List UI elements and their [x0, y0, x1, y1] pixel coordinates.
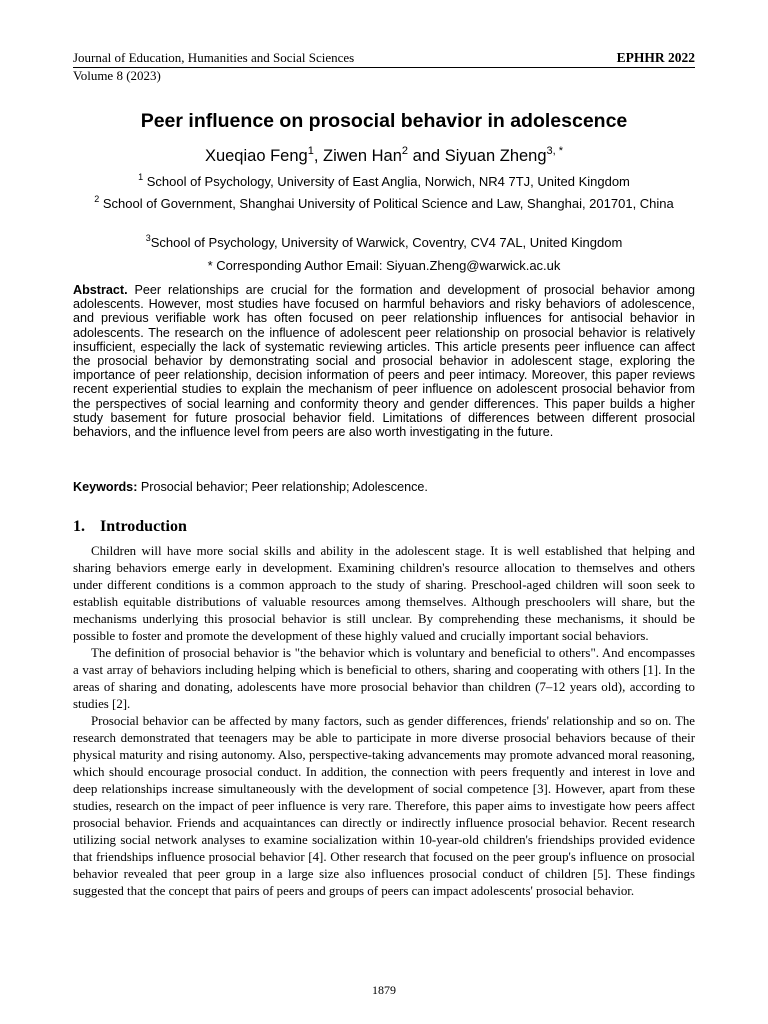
- author-affil-mark: 1: [307, 144, 314, 157]
- author-affil-mark: 3, *: [546, 144, 564, 157]
- paper-title: Peer influence on prosocial behavior in adolescence: [140, 110, 628, 132]
- affiliation-1: [73, 171, 695, 189]
- paragraph: The definition of prosocial behavior is "the behavior which is voluntary and beneficial to others". And encompasses a vast array of behaviors including helping which is beneficial to others, sharing and cooperating with others [1]. In the areas of sharing and donating, adolescents have more prosocial behavior than children (7–12 years old), according to studies [2].: [73, 646, 695, 711]
- paragraph: Children will have more social skills and ability in the adolescent stage. It is well established that helping and sharing behaviors emerge early in development. Examining children's resource allocation to themselves and others under different conditions is a common approach to the study of sharing. Preschool-aged children will soon seek to establish equitable distributions of valuable resources among themselves. Although preschoolers will share, but the mechanisms underlying this prosocial behavior is still unclear. By comprehending these mechanisms, it should be possible to foster and promote the development of these highly valued and crucially important social behaviors.: [73, 544, 695, 643]
- section-number: 1.: [73, 518, 85, 535]
- affiliation-3: [73, 232, 695, 250]
- affiliation-text: School of Psychology, University of East Anglia, Norwich, NR4 7TJ, United Kingdom: [143, 174, 630, 189]
- author-separator: ,: [313, 147, 323, 165]
- affiliation-mark: 3: [145, 232, 151, 243]
- section-heading: [73, 517, 187, 537]
- page-number: 1879: [372, 983, 396, 997]
- affiliation-2: [73, 193, 695, 211]
- running-header: [73, 50, 695, 84]
- keywords-text: Prosocial behavior; Peer relationship; Adolescence.: [137, 480, 428, 494]
- author-affil-mark: 2: [401, 144, 408, 157]
- paper-page: [73, 0, 695, 1024]
- abstract-text: Peer relationships are crucial for the formation and development of prosocial behavior among adolescents. However, most studies have focused on harmful behaviors and risky behaviors of adolescence, and previous verifiable work has often focused on peer relationship influences for antisocial behavior in adolescents. The research on the influence of adolescent peer relationship on prosocial behavior is relatively insufficient, especially the lack of systematic reviewing articles. This article presents peer influence can affect the prosocial behavior by demonstrating social and prosocial behavior in adolescent stage, exploring the importance of peer relationship, decision information of peers and peer intimacy. Moreover, this paper reviews recent experiential studies to explain the mechanism of peer influence on adolescent prosocial behavior from the perspectives of social learning and conformity theory and gender differences. This paper builds a higher study basement for future prosocial behavior field. Limitations of differences between different prosocial behaviors, and the influence level from peers are also worth investigating in the future.: [73, 283, 695, 440]
- author-name: Ziwen Han: [323, 147, 402, 165]
- header-row: [73, 50, 695, 68]
- affiliation-text: School of Government, Shanghai University of Political Science and Law, Shanghai, 201701, China: [99, 196, 674, 211]
- abstract: [73, 283, 695, 439]
- author-name: Xueqiao Feng: [204, 147, 308, 165]
- volume-label: Volume 8 (2023): [73, 68, 161, 83]
- affiliation-text: School of Psychology, University of Warwick, Coventry, CV4 7AL, United Kingdom: [150, 235, 623, 250]
- section-title: Introduction: [100, 518, 187, 535]
- conference-name: EPHHR 2022: [616, 50, 695, 65]
- corresponding-author: * Corresponding Author Email: Siyuan.Zheng@warwick.ac.uk: [207, 258, 561, 273]
- affiliation-mark: 2: [94, 193, 100, 204]
- keywords-label: Keywords:: [73, 480, 138, 494]
- author-separator: and: [408, 147, 445, 165]
- abstract-label: Abstract.: [73, 283, 128, 297]
- affiliation-mark: 1: [138, 171, 144, 182]
- keywords: [73, 480, 695, 495]
- author-list: [73, 145, 695, 167]
- body-text: [73, 543, 695, 900]
- paragraph: Prosocial behavior can be affected by many factors, such as gender differences, friends' relationship and so on. The research demonstrated that teenagers may be able to participate in more diverse prosocial behaviors because of their physical maturity and rising autonomy. Also, perspective-taking advancements may promote advanced moral reasoning, which should encourage prosocial conduct. In addition, the connection with peers frequently and interest in love and deep relationships increase simultaneously with the development of social competence [3]. However, apart from these studies, research on the impact of peer influence is very rare. Therefore, this paper aims to investigate how peers affect prosocial behavior. Friends and acquaintances can directly or indirectly influence prosocial behavior. Recent research utilizing social network analyses to examine socialization within 10-year-old children's friendships provided evidence that friendships influence prosocial behavior [4]. Other research that focused on the peer group's influence on prosocial behavior revealed that peer group in a large size also influences prosocial conduct of children [5]. These findings suggested that the concept that pairs of peers and groups of peers can impact adolescents' prosocial behavior.: [73, 714, 695, 898]
- journal-name: Journal of Education, Humanities and Social Sciences: [73, 50, 355, 65]
- author-name: Siyuan Zheng: [444, 147, 547, 165]
